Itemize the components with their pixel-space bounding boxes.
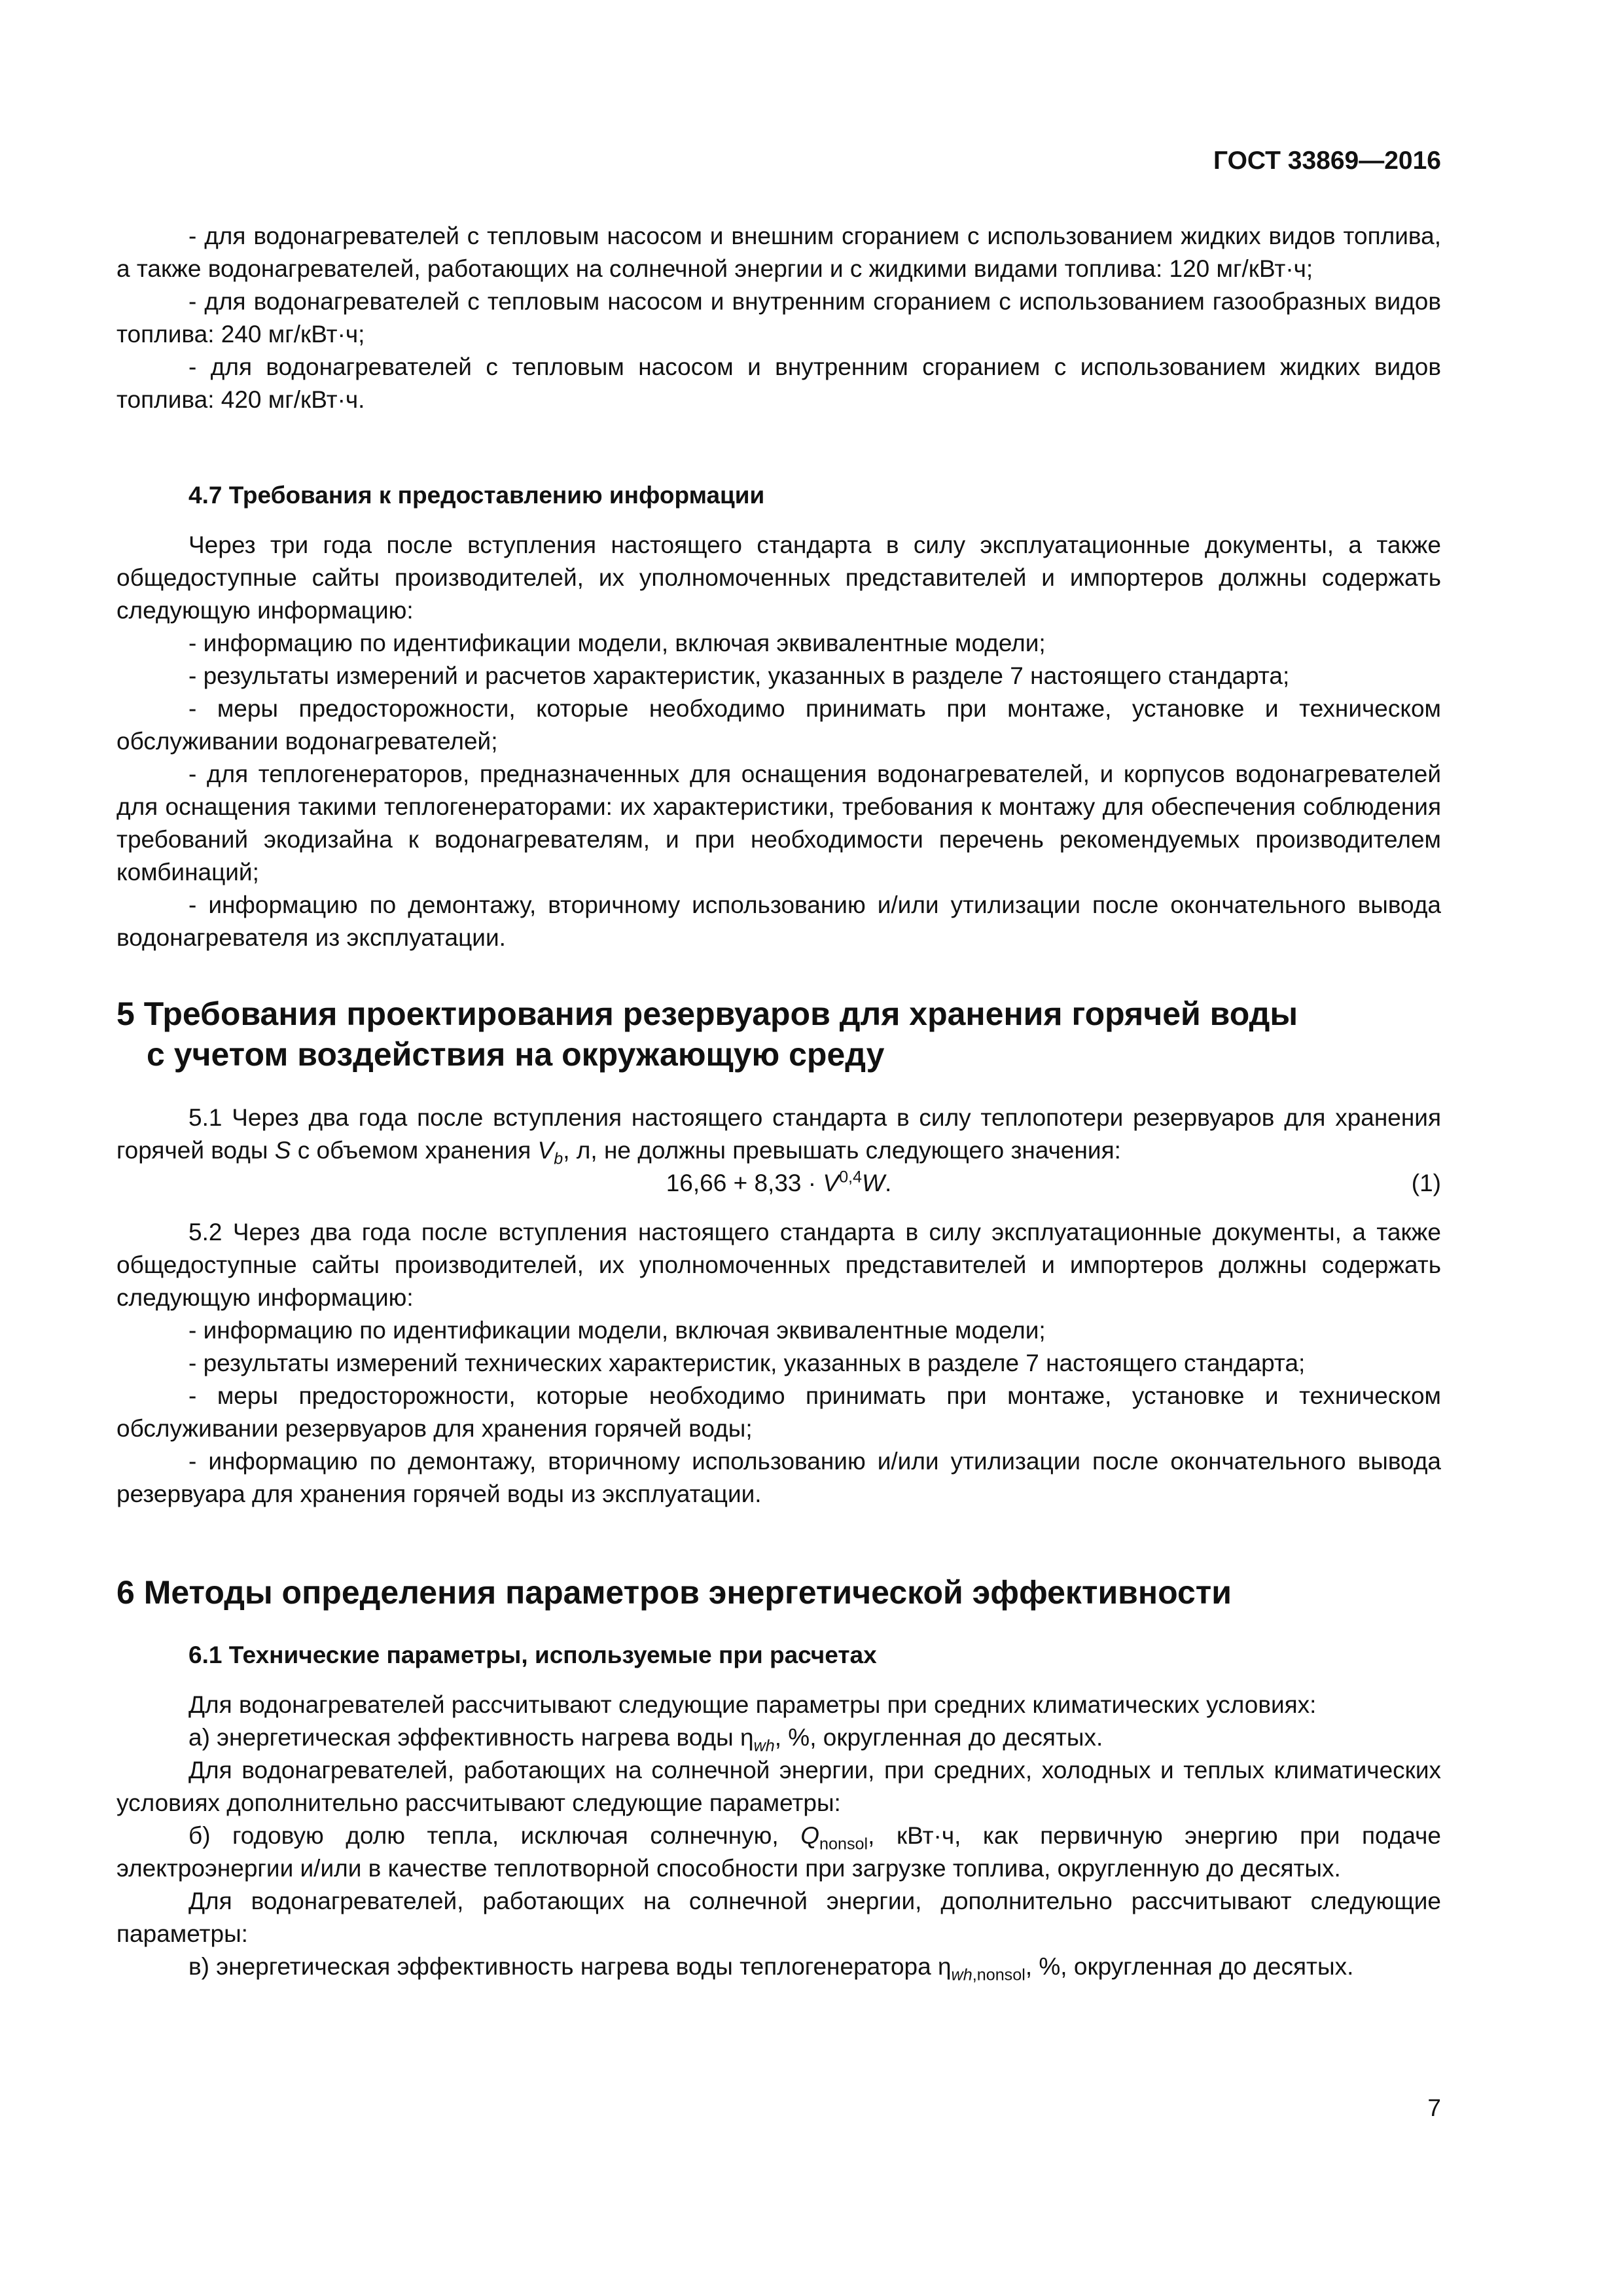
equation-V: V [823,1170,840,1196]
section-6-1-heading: 6.1 Технические параметры, используемые при расчетах [188,1641,877,1668]
paragraph: Для водонагревателей, работающих на солнечной энергии, при средних, холодных и теплых климатических условиях дополнительно рассчитывают следующие параметры: [116,1757,1441,1816]
paragraph-5-2: 5.2 Через два года после вступления настоящего стандарта в силу эксплуатационные документы, а также общедоступные сайты производителей, их уполномоченных представителей и импортеров должны содержать следующую информацию: [116,1219,1441,1311]
symbol-eta: η [740,1724,754,1751]
text-run: , %, округленная до десятых. [774,1724,1103,1751]
document-code-header: ГОСТ 33869—2016 [1213,147,1441,175]
item-v [116,1950,1441,1983]
list-item: - информацию по идентификации модели, включая эквивалентные модели; [188,630,1046,656]
section-4-7-heading: 4.7 Требования к предоставлению информации [188,482,765,509]
text-run: а) энергетическая эффективность нагрева воды [188,1724,740,1751]
list-item: - меры предосторожности, которые необходимо принимать при монтаже, установке и техническом обслуживании резервуаров для хранения горячей воды; [116,1382,1441,1442]
equation-lhs: 16,66 + 8,33 · [666,1170,823,1196]
text-run: , л, не должны превышать следующего значения: [563,1137,1121,1164]
paragraph: Для водонагревателей, работающих на солнечной энергии, дополнительно рассчитывают следующие параметры: [116,1888,1441,1947]
section-6-heading: 6 Методы определения параметров энергетической эффективности [116,1574,1232,1611]
list-item: - информацию по демонтажу, вторичному использованию и/или утилизации после окончательного вывода резервуара для хранения горячей воды из эксплуатации. [116,1448,1441,1507]
equation-formula [116,1167,1441,1200]
section-5-heading-line-2: с учетом воздействия на окружающую среду [147,1036,885,1073]
section-5-heading-line-1: 5 Требования проектирования резервуаров для хранения горячей воды [116,996,1298,1032]
equation-1 [116,1167,1441,1200]
section-4-7-body [116,529,1441,954]
section-5-2-body [116,1216,1441,1511]
text-run: с объемом хранения [291,1137,538,1164]
item-b [116,1820,1441,1885]
text-run: , кВт·ч, как первичную энергию при подаче электроэнергии и/или в качестве теплотворной способности при загрузке топлива, округленную до десятых. [116,1822,1441,1882]
symbol-subscript: wh [951,1965,972,1984]
symbol-subscript: wh [753,1736,775,1755]
emission-limits-list [116,220,1441,416]
list-item: - результаты измерений технических характеристик, указанных в разделе 7 настоящего стандарта; [188,1350,1306,1376]
list-item: - для водонагревателей с тепловым насосом и внешним сгоранием с использованием жидких видов топлива, а также водонагревателей, работающих на солнечной энергии и с жидкими видами топлива: 120 мг/кВт·ч; [116,223,1441,282]
list-item: - для водонагревателей с тепловым насосом и внутренним сгоранием с использованием жидких видов топлива: 420 мг/кВт·ч. [116,353,1441,413]
symbol-eta: η [937,1953,952,1980]
equation-end: . [884,1170,892,1196]
list-item: - меры предосторожности, которые необходимо принимать при монтаже, установке и техническом обслуживании водонагревателей; [116,695,1441,755]
page-number: 7 [1427,2094,1441,2121]
symbol-V: V [537,1137,554,1164]
list-item: - для водонагревателей с тепловым насосом и внутренним сгоранием с использованием газообразных видов топлива: 240 мг/кВт·ч; [116,288,1441,348]
symbol-Q: Q [800,1822,819,1849]
paragraph-5-1 [116,1102,1441,1167]
text-run: б) годовую долю тепла, исключая солнечную, [188,1822,801,1849]
equation-exponent: 0,4 [839,1168,863,1187]
section-5-1-paragraph [116,1102,1441,1167]
symbol-V-subscript: b [554,1149,563,1168]
symbol-subscript-rest: ,nonsol [972,1965,1026,1984]
paragraph: Для водонагревателей рассчитывают следующие параметры при средних климатических условиях: [188,1691,1317,1718]
symbol-subscript: nonsol [819,1835,868,1854]
equation-number: (1) [1411,1170,1441,1196]
text-run: 5.1 Через два года после вступления настоящего стандарта в силу теплопотери резервуаров для хранения горячей воды [116,1104,1441,1164]
list-item: - информацию по идентификации модели, включая эквивалентные модели; [188,1317,1046,1344]
equation-W: W [862,1170,885,1196]
text-run: в) энергетическая эффективность нагрева воды теплогенератора [188,1953,938,1980]
text-run: , %, округленная до десятых. [1025,1953,1354,1980]
list-item: - для теплогенераторов, предназначенных для оснащения водонагревателей, и корпусов водонагревателей для оснащения такими теплогенераторами: их характеристики, требования к монтажу для обеспечения соблюдения требований экодизайна к водонагревателям, и при необходимости перечень рекомендуемых производителем комбинаций; [116,761,1441,886]
item-a [116,1721,1441,1754]
list-item: - результаты измерений и расчетов характеристик, указанных в разделе 7 настоящего стандарта; [188,662,1290,689]
paragraph: Через три года после вступления настоящего стандарта в силу эксплуатационные документы, а также общедоступные сайты производителей, их уполномоченных представителей и импортеров должны содержать следующую информацию: [116,531,1441,624]
section-5-heading [116,994,1441,1075]
symbol-S: S [274,1137,291,1164]
section-6-1-body [116,1689,1441,1983]
list-item: - информацию по демонтажу, вторичному использованию и/или утилизации после окончательного вывода водонагревателя из эксплуатации. [116,891,1441,951]
